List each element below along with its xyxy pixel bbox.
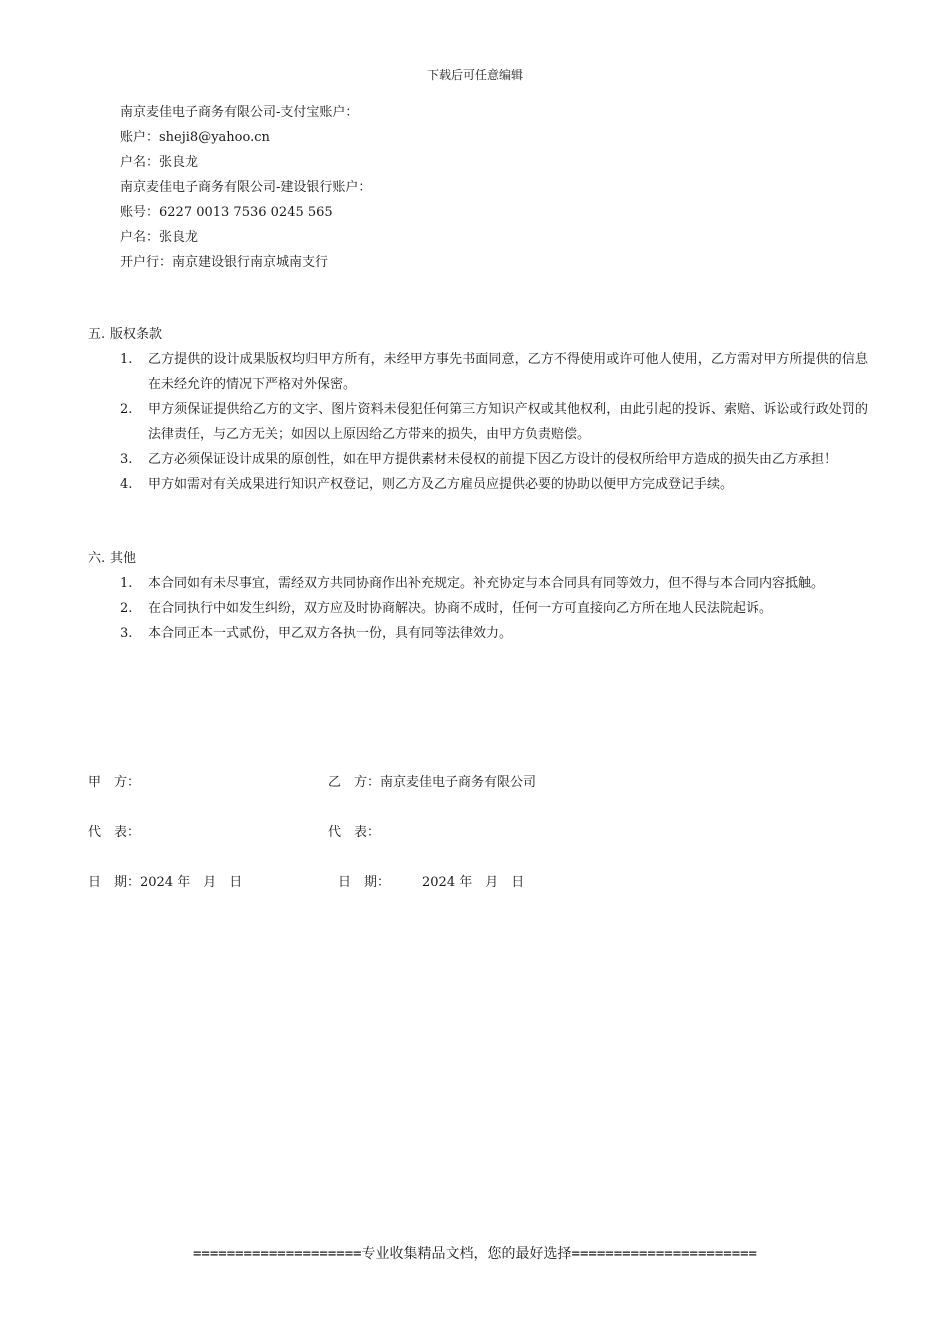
section-other (88, 547, 868, 646)
clause-text: 甲方如需对有关成果进行知识产权登记，则乙方及乙方雇员应提供必要的协助以便甲方完成登记手续。 (148, 477, 734, 492)
clause-index: 2. (120, 402, 133, 417)
alipay-account: 账户：sheji8@yahoo.cn (120, 130, 270, 145)
date-b-value: 2024 年 月 日 (422, 875, 525, 890)
clause-item (88, 447, 868, 472)
account-info (120, 100, 371, 275)
clause-index: 2. (120, 601, 133, 616)
clause-text: 乙方必须保证设计成果的原创性，如在甲方提供素材未侵权的前提下因乙方设计的侵权所给甲方造成的损失由乙方承担！ (148, 452, 838, 467)
clause-text: 在合同执行中如发生纠纷，双方应及时协商解决。协商不成时，任何一方可直接向乙方所在地人民法院起诉。 (148, 601, 773, 616)
party-b-block (328, 773, 536, 793)
footer-banner: ====================专业收集精品文档，您的最好选择====================== (192, 1246, 757, 1262)
section-copyright (88, 323, 868, 497)
party-b-name: 南京麦佳电子商务有限公司 (380, 775, 537, 790)
bank-heading: 南京麦佳电子商务有限公司-建设银行账户： (120, 180, 372, 195)
date-b-block (338, 873, 524, 893)
clause-item (88, 347, 868, 397)
bank-holder: 户名：张良龙 (120, 230, 199, 245)
clause-text: 本合同正本一式贰份，甲乙双方各执一份，具有同等法律效力。 (148, 626, 513, 641)
clause-item (88, 472, 868, 497)
clause-index: 3. (120, 452, 133, 467)
clause-text: 本合同如有未尽事宜，需经双方共同协商作出补充规定。补充协定与本合同具有同等效力，但不得与本合同内容抵触。 (148, 576, 825, 591)
party-b-label: 乙 方： (328, 775, 381, 790)
rep-a-label: 代 表： (88, 825, 141, 840)
clause-item (88, 621, 868, 646)
clause-text: 乙方提供的设计成果版权均归甲方所有，未经甲方事先书面同意，乙方不得使用或许可他人使用，乙方需对甲方所提供的信息在未经允许的情况下严格对外保密。 (148, 352, 868, 392)
section-title (88, 323, 868, 347)
bank-account-number: 账号：6227 0013 7536 0245 565 (120, 205, 333, 220)
date-a-block (88, 873, 242, 893)
section-heading: 其他 (110, 551, 137, 566)
bank-branch: 开户行：南京建设银行南京城南支行 (120, 255, 329, 270)
header-note: 下载后可任意编辑 (426, 68, 523, 82)
clause-item (88, 596, 868, 621)
clause-text: 甲方须保证提供给乙方的文字、图片资料未侵犯任何第三方知识产权或其他权利，由此引起的投诉、索赔、诉讼或行政处罚的法律责任，与乙方无关；如因以上原因给乙方带来的损失，由甲方负责赔偿。 (148, 402, 868, 442)
section-number: 六. (88, 551, 106, 566)
section-heading: 版权条款 (110, 327, 163, 342)
section-number: 五. (88, 327, 106, 342)
section-title (88, 547, 868, 571)
date-a-value: 2024 年 月 日 (140, 875, 243, 890)
rep-b-label: 代 表： (328, 825, 381, 840)
clause-index: 1. (120, 576, 133, 591)
clause-item (88, 397, 868, 447)
clause-index: 1. (120, 352, 133, 367)
date-b-label: 日 期： (338, 875, 391, 890)
alipay-heading: 南京麦佳电子商务有限公司-支付宝账户： (120, 105, 359, 120)
party-a-label: 甲 方： (88, 775, 141, 790)
clause-index: 4. (120, 477, 133, 492)
clause-index: 3. (120, 626, 133, 641)
alipay-holder: 户名：张良龙 (120, 155, 199, 170)
date-a-label: 日 期： (88, 875, 141, 890)
clause-item (88, 571, 868, 596)
